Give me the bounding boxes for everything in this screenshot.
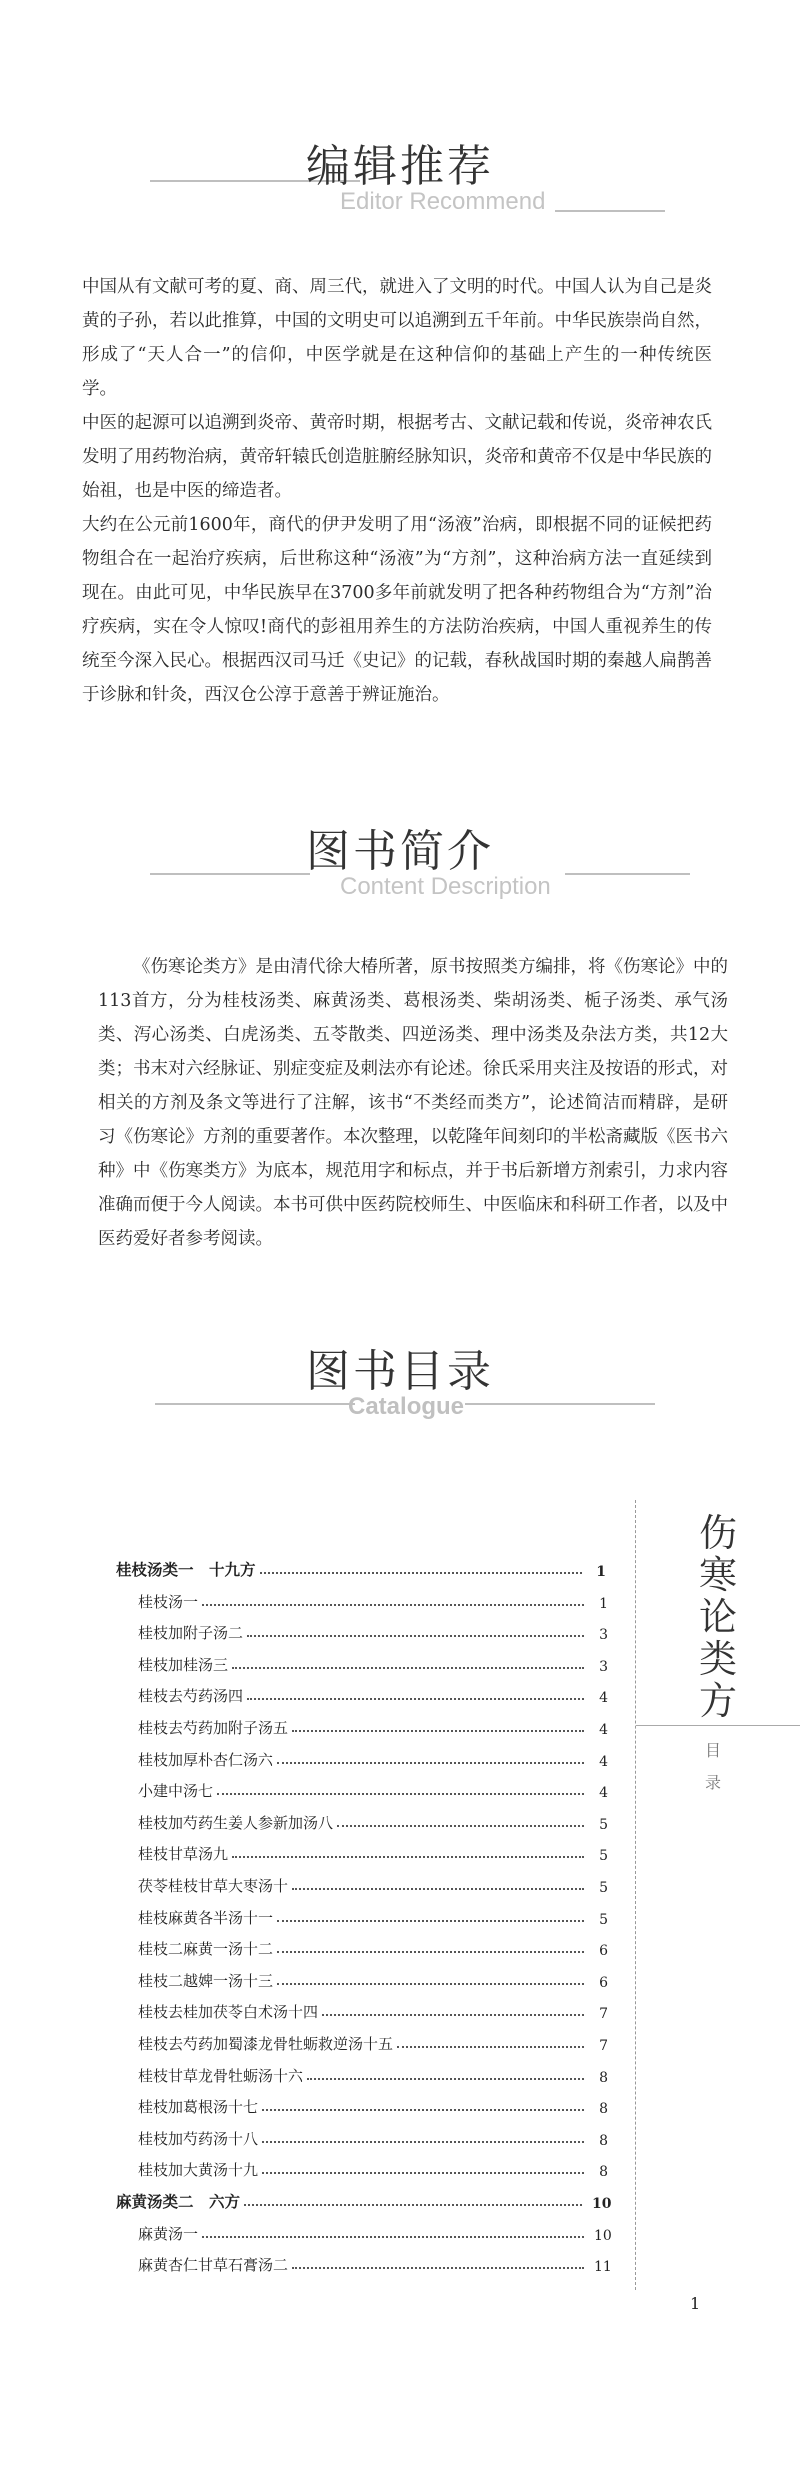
toc-entry-title: 桂枝加厚朴杏仁汤六: [138, 1750, 274, 1769]
toc-page-number: 6: [599, 1974, 608, 1991]
toc-entry-title: 麻黄汤类二 六方: [116, 2192, 241, 2211]
editor-subtitle: Editor Recommend: [340, 188, 546, 215]
toc-entry-title: 桂枝麻黄各半汤十一: [138, 1908, 274, 1927]
toc-entry-title: 桂枝加附子汤二: [138, 1624, 244, 1643]
header-rule-right: [465, 1403, 655, 1405]
toc-page-number: 4: [599, 1753, 608, 1770]
catalogue-subtitle: Catalogue: [348, 1393, 465, 1420]
editor-paragraph: 中国从有文献可考的夏、商、周三代，就进入了文明的时代。中国人认为自己是炎黄的子孙，若以此推算，中国的文明史可以追溯到五千年前。中华民族崇尚自然，形成了“天人合一”的信仰，中医学就是在这种信仰的基础上产生的一种传统医学。: [82, 277, 712, 399]
toc-page-number: 8: [599, 2101, 608, 2118]
toc-chapter: [116, 2182, 612, 2212]
toc-page-number: 5: [599, 1816, 608, 1833]
toc-entry-title: 桂枝加芍药汤十八: [138, 2129, 259, 2148]
toc-leader-dots: [292, 1730, 584, 1732]
toc-entry: [118, 2245, 612, 2276]
toc-page-number: 4: [599, 1722, 608, 1738]
catalogue-title: 图书目录: [306, 1346, 494, 1397]
toc-entry: [118, 1582, 608, 1612]
editor-title: 编辑推荐: [306, 141, 494, 192]
toc-leader-dots: [307, 2078, 584, 2080]
toc-entry: [118, 2119, 608, 2149]
toc-leader-dots: [277, 1762, 584, 1764]
toc-page-number: 10: [594, 2227, 612, 2244]
toc-entry-title: 桂枝加大黄汤十九: [138, 2161, 259, 2180]
toc-leader-dots: [232, 1667, 584, 1669]
toc-page-number: 5: [599, 1848, 608, 1865]
toc-entry-title: 桂枝甘草汤九: [138, 1845, 229, 1864]
editor-paragraph: 大约在公元前1600年，商代的伊尹发明了用“汤液”治病，即根据不同的证候把药物组合在一起治疗疾病，后世称这种“汤液”为“方剂”，这种治病方法一直延续到现在。由此可见，中华民族早在3700多年前就发明了把各种药物组合为“方剂”治疗疾病，实在令人惊叹!商代的彭祖用养生的方法防治疾病，中国人重视养生的传统至今深入民心。根据西汉司马迁《史记》的记载，春秋战国时期的秦越人扁鹊善于诊脉和针灸，西汉仓公淳于意善于辨证施治。: [82, 515, 712, 705]
content-paragraph: 《伤寒论类方》是由清代徐大椿所著，原书按照类方编排，将《伤寒论》中的113首方，分为桂枝汤类、麻黄汤类、葛根汤类、柴胡汤类、栀子汤类、承气汤类、泻心汤类、白虎汤类、五苓散类、四逆汤类、理中汤类及杂法方类，共12大类；书末对六经脉证、别症变症及刺法亦有论述。徐氏采用夹注及按语的形式，对相关的方剂及条文等进行了注解，该书“不类经而类方”，论述简洁而精辟，是研习《伤寒论》方剂的重要著作。本次整理，以乾隆年间刻印的半松斋藏版《医书六种》中《伤寒类方》为底本，规范用字和标点，并于书后新增方剂索引，力求内容准确而便于今人阅读。本书可供中医药院校师生、中医临床和科研工作者，以及中医药爱好者参考阅读。: [98, 957, 728, 1249]
toc-entry-title: 桂枝汤类一 十九方: [116, 1560, 256, 1579]
toc-leader-dots: [277, 1951, 584, 1953]
toc-leader-dots: [260, 1572, 582, 1574]
toc-leader-dots: [202, 1604, 584, 1606]
toc-leader-dots: [277, 1983, 584, 1985]
toc-leader-dots: [244, 2204, 582, 2206]
toc-entry: [118, 2150, 608, 2180]
toc-entry: [118, 2087, 608, 2117]
toc-page-number: 6: [599, 1943, 608, 1960]
content-section-header: [0, 815, 800, 935]
toc-page-number: 5: [599, 1880, 608, 1896]
toc-page-number: 8: [599, 2069, 608, 2086]
header-rule-left: [155, 1403, 355, 1405]
toc-entry-title: 桂枝去芍药汤四: [138, 1687, 244, 1706]
toc-leader-dots: [397, 2046, 584, 2048]
toc-entry-title: 桂枝加桂汤三: [138, 1655, 229, 1674]
toc-page-number: 11: [594, 2259, 612, 2276]
editor-section-header: [0, 130, 800, 250]
toc-entry: [118, 1866, 608, 1896]
toc-leader-dots: [247, 1698, 584, 1700]
content-subtitle: Content Description: [340, 873, 551, 900]
toc-page-number: 7: [599, 2006, 608, 2023]
toc-page-number: 1: [596, 1564, 606, 1580]
toc-entry-title: 桂枝二麻黄一汤十二: [138, 1940, 274, 1959]
content-description-text: [98, 950, 728, 1256]
toc-chapter: [116, 1550, 606, 1580]
toc-page-number: 3: [599, 1627, 608, 1644]
toc-page-number: 3: [599, 1658, 608, 1675]
editor-paragraph: 中医的起源可以追溯到炎帝、黄帝时期，根据考古、文献记载和传说，炎帝神农氏发明了用药物治病，黄帝轩辕氏创造脏腑经脉知识，炎帝和黄帝不仅是中华民族的始祖，也是中医的缔造者。: [82, 413, 712, 501]
toc-divider: [635, 1500, 636, 2290]
toc-page-number: 8: [599, 2132, 608, 2149]
editor-recommend-text: [82, 270, 712, 712]
toc-leader-dots: [247, 1635, 584, 1637]
side-rule: [636, 1725, 800, 1726]
toc-entry-title: 茯苓桂枝甘草大枣汤十: [138, 1877, 289, 1895]
toc-page-number: 10: [592, 2196, 612, 2212]
toc-entry: [118, 1834, 608, 1864]
toc-entry: [118, 2214, 612, 2244]
toc-entry: [118, 1992, 608, 2022]
toc-page-number: 5: [599, 1911, 608, 1928]
toc-side-label: 目录: [704, 1741, 721, 1792]
toc-entry-title: 桂枝甘草龙骨牡蛎汤十六: [138, 2066, 304, 2085]
header-rule-right: [565, 873, 690, 875]
toc-entry: [118, 2024, 608, 2054]
toc-page-number: 4: [599, 1785, 608, 1802]
toc-leader-dots: [262, 2172, 584, 2174]
toc-entry: [118, 1771, 608, 1801]
toc-entry-title: 桂枝汤一: [138, 1592, 199, 1611]
toc-page-number: 7: [599, 2038, 608, 2054]
toc-entry: [118, 1961, 608, 1991]
toc-leader-dots: [292, 2267, 584, 2269]
toc-entry: [118, 1708, 608, 1738]
toc-leader-dots: [217, 1793, 584, 1795]
toc-leader-dots: [262, 2141, 584, 2143]
toc-entry: [118, 1803, 608, 1833]
toc-leader-dots: [277, 1920, 584, 1922]
toc-entry: [118, 1645, 608, 1675]
toc-entry-title: 麻黄汤一: [138, 2224, 199, 2243]
toc-leader-dots: [292, 1888, 584, 1890]
book-side-title: 伤寒论类方: [698, 1511, 737, 1723]
toc-entry-title: 桂枝二越婢一汤十三: [138, 1971, 274, 1990]
header-rule-right: [555, 210, 665, 212]
toc-entry: [118, 1898, 608, 1928]
toc-leader-dots: [262, 2109, 584, 2111]
toc-entry: [118, 1676, 608, 1706]
toc-entry-title: 桂枝加葛根汤十七: [138, 2098, 259, 2117]
toc-entry-title: 桂枝去桂加茯苓白术汤十四: [138, 2003, 319, 2022]
toc-entry-title: 桂枝去芍药加蜀漆龙骨牡蛎救逆汤十五: [138, 2035, 394, 2053]
toc-page-number: 4: [599, 1690, 608, 1707]
toc-page-number: 8: [599, 2164, 608, 2181]
toc-entry-title: 桂枝去芍药加附子汤五: [138, 1719, 289, 1737]
page-number: 1: [690, 2294, 701, 2313]
toc-entry-title: 桂枝加芍药生姜人参新加汤八: [138, 1813, 334, 1832]
toc-entry: [118, 2056, 608, 2086]
toc-leader-dots: [337, 1825, 584, 1827]
catalogue-section-header: [0, 1335, 800, 1455]
toc-entry: [118, 1613, 608, 1643]
toc-entry: [118, 1929, 608, 1959]
toc-leader-dots: [202, 2236, 584, 2238]
toc-page-number: 1: [599, 1595, 608, 1612]
toc-leader-dots: [232, 1856, 584, 1858]
toc-leader-dots: [322, 2014, 584, 2016]
content-title: 图书简介: [306, 826, 494, 877]
toc-entry-title: 麻黄杏仁甘草石膏汤二: [138, 2256, 289, 2275]
toc-entry-title: 小建中汤七: [138, 1782, 214, 1801]
toc-entry: [118, 1740, 608, 1770]
